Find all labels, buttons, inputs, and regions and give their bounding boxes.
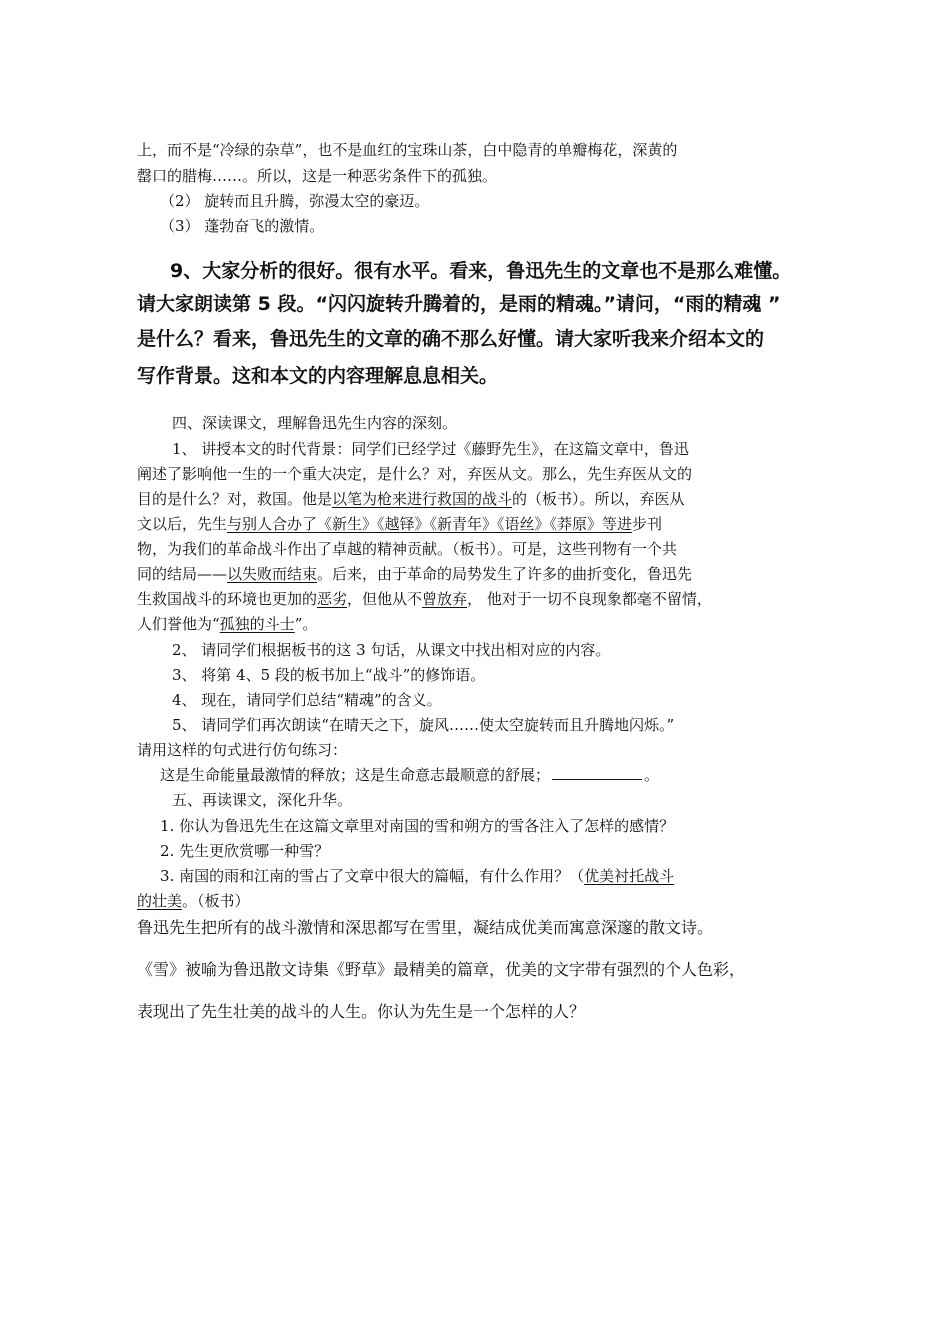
text-line (137, 589, 777, 609)
underlined-keyword: 优美衬托战斗 (584, 867, 675, 885)
text-line: 鲁迅先生把所有的战斗激情和深思都写在雪里，凝结成优美而寓意深邃的散文诗。 (137, 918, 714, 937)
underlined-keyword: 以失败而结束 (227, 565, 318, 583)
bold-paragraph-line: 9、大家分析的很好。很有水平。看来，鲁迅先生的文章也不是那么难懂。 (170, 260, 792, 282)
text-segment: 生救国战斗的环境也更加的 (137, 590, 318, 608)
fill-in-blank (552, 765, 642, 780)
text-segment: ，但他从不 (347, 590, 423, 608)
underlined-keyword: 以笔为枪来进行救国的战斗 (332, 490, 513, 508)
bold-paragraph-line: 写作背景。这和本文的内容理解息息相关。 (137, 365, 499, 387)
underlined-keyword: 曾放弃 (422, 590, 468, 608)
underlined-keyword: 孤独的斗士 (219, 615, 295, 633)
text-line (137, 614, 777, 634)
text-segment: 。 (644, 766, 660, 784)
text-segment: 这是生命能量最激情的释放；这是生命意志最顺意的舒展； (160, 766, 551, 784)
list-item: （3） 蓬勃奋飞的激情。 (160, 217, 325, 235)
text-line (137, 489, 777, 509)
text-segment: 3. 南国的雨和江南的雪占了文章中很大的篇幅，有什么作用？（ (160, 867, 585, 885)
text-line (137, 514, 777, 534)
text-segment: 。后来，由于革命的局势发生了许多的曲折变化，鲁迅先 (317, 565, 693, 583)
text-segment: 同的结局—— (137, 565, 228, 583)
text-segment: ， 他对于一切不良现象都毫不留情， (467, 590, 712, 608)
text-segment: 人们誉他为“ (137, 615, 220, 633)
list-item: 2. 先生更欣赏哪一种雪？ (160, 842, 330, 860)
list-item (160, 866, 800, 886)
underlined-keyword: 与别人合办了《新生》《越铎》《新青年》《语丝》《莽原》等进 (227, 515, 633, 533)
text-line: 阐述了影响他一生的一个重大决定，是什么？对，弃医从文。那么，先生弃医从文的 (137, 465, 693, 483)
text-line: 上，而不是“冷绿的杂草”，也不是血红的宝珠山茶，白中隐青的单瓣梅花，深黄的 (137, 141, 678, 159)
list-item: 5、 请同学们再次朗读“在晴天之下，旋风……使太空旋转而且升腾地闪烁。” (172, 716, 675, 734)
text-line: 表现出了先生壮美的战斗的人生。你认为先生是一个怎样的人？ (137, 1002, 586, 1021)
text-segment: 目的是什么？对，救国。他是 (137, 490, 333, 508)
text-line (137, 564, 777, 584)
list-item: 2、 请同学们根据板书的这 3 句话，从课文中找出相对应的内容。 (172, 641, 611, 659)
text-segment: 文以后，先生 (137, 515, 228, 533)
underlined-keyword: 恶劣 (317, 590, 348, 608)
section-heading: 四、深读课文，理解鲁迅先生内容的深刻。 (172, 414, 458, 432)
list-item: 1. 你认为鲁迅先生在这篇文章里对南国的雪和朔方的雪各注入了怎样的感情？ (160, 817, 675, 835)
text-segment: 步刊 (632, 515, 663, 533)
text-line: 罄口的腊梅……。所以，这是一种恶劣条件下的孤独。 (137, 167, 498, 185)
list-item: （2） 旋转而且升腾，弥漫太空的豪迈。 (160, 192, 430, 210)
section-heading: 五、再读课文，深化升华。 (172, 791, 353, 809)
text-line (160, 765, 800, 785)
underlined-keyword: 的壮美 (137, 892, 183, 910)
text-line: 1、 讲授本文的时代背景：同学们已经学过《藤野先生》，在这篇文章中，鲁迅 (172, 440, 689, 458)
list-item: 4、 现在，请同学们总结“精魂”的含义。 (172, 691, 442, 709)
text-segment: ”。 (294, 615, 318, 633)
text-line: 物，为我们的革命战斗作出了卓越的精神贡献。（板书）。可是，这些刊物有一个共 (137, 540, 678, 558)
text-line: 《雪》被喻为鲁迅散文诗集《野草》最精美的篇章，优美的文字带有强烈的个人色彩， (137, 960, 746, 979)
text-segment: 。（板书） (182, 892, 250, 910)
text-segment: 的（板书）。所以，弃医从 (512, 490, 685, 508)
bold-paragraph-line: 是什么？看来，鲁迅先生的文章的确不那么好懂。请大家听我来介绍本文的 (137, 328, 765, 350)
text-line: 请用这样的句式进行仿句练习： (137, 741, 348, 759)
list-item: 3、 将第 4、5 段的板书加上“战斗”的修饰语。 (172, 666, 486, 684)
text-line (137, 891, 777, 911)
bold-paragraph-line: 请大家朗读第 5 段。“闪闪旋转升腾着的，是雨的精魂。”请问，“雨的精魂 ” (137, 293, 781, 315)
